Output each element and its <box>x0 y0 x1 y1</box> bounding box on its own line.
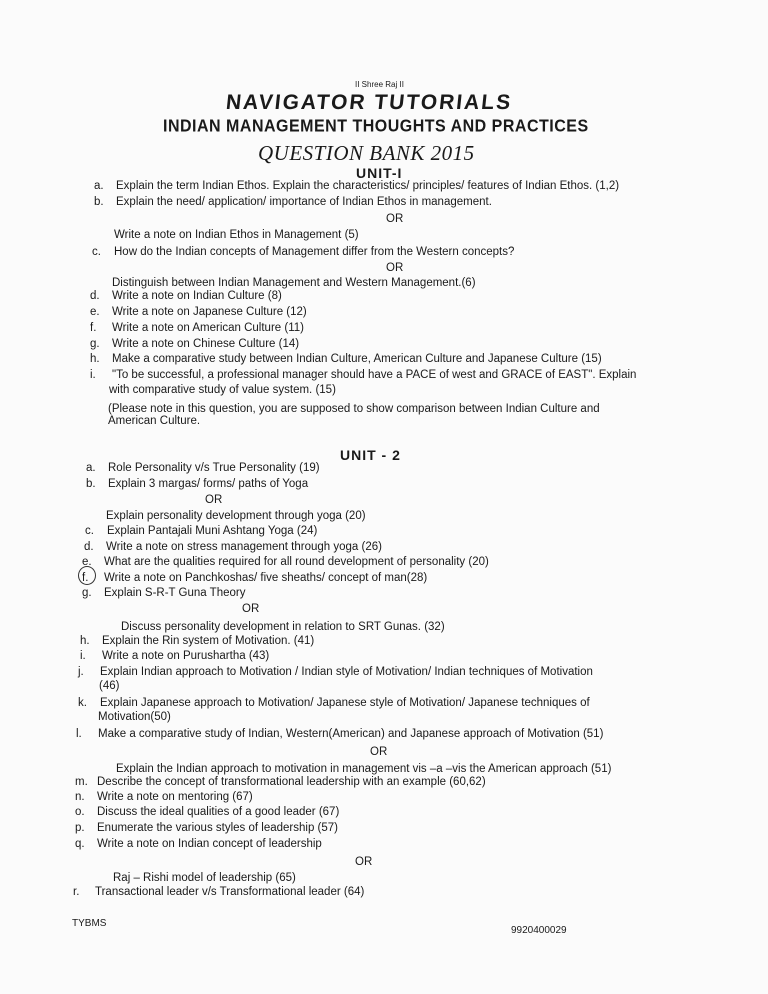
document-title: QUESTION BANK 2015 <box>258 141 475 165</box>
subject-title: INDIAN MANAGEMENT THOUGHTS AND PRACTICES <box>163 116 589 136</box>
or-separator: OR <box>386 262 404 274</box>
question-1f: f. Write a note on American Culture (11) <box>90 322 304 334</box>
question-2d: d. Write a note on stress management through yoga (26) <box>84 541 382 553</box>
question-2o: o. Discuss the ideal qualities of a good leader (67) <box>75 806 340 818</box>
footer-phone: 9920400029 <box>511 925 567 936</box>
question-2i: i. Write a note on Purushartha (43) <box>80 650 270 662</box>
question-2l: l. Make a comparative study of Indian, Western(American) and Japanese approach of Motivation (51) <box>76 728 604 740</box>
question-1i-note: (Please note in this question, you are supposed to show comparison between Indian Culture and <box>108 403 600 415</box>
question-1i-cont: with comparative study of value system. (15) <box>109 384 336 396</box>
question-2b: b. Explain 3 margas/ forms/ paths of Yoga <box>86 478 309 490</box>
question-2q-alt: Raj – Rishi model of leadership (65) <box>113 872 296 884</box>
question-2r: r. Transactional leader v/s Transformational leader (64) <box>73 886 365 898</box>
question-2n: n. Write a note on mentoring (67) <box>75 791 253 803</box>
unit2-heading: UNIT - 2 <box>340 447 401 463</box>
question-2k-cont: Motivation(50) <box>98 711 171 723</box>
question-2l-alt: Explain the Indian approach to motivation in management vis –a –vis the American approach (51) <box>116 763 612 775</box>
or-separator: OR <box>355 856 373 868</box>
or-separator: OR <box>370 746 388 758</box>
question-1i-note-cont: American Culture. <box>108 415 201 427</box>
question-1a: a. Explain the term Indian Ethos. Explain the characteristics/ principles/ features of Indian Ethos. (1,2) <box>94 180 620 192</box>
or-separator: OR <box>386 213 404 225</box>
question-1b-alt: Write a note on Indian Ethos in Management (5) <box>114 229 359 241</box>
or-separator: OR <box>205 494 223 506</box>
question-2a: a. Role Personality v/s True Personality (19) <box>86 462 320 474</box>
question-1c-alt: Distinguish between Indian Management and Western Management.(6) <box>112 277 476 289</box>
question-1d: d. Write a note on Indian Culture (8) <box>90 290 282 302</box>
question-2p: p. Enumerate the various styles of leadership (57) <box>75 822 338 834</box>
question-2f: f. Write a note on Panchkoshas/ five sheaths/ concept of man(28) <box>82 572 428 584</box>
question-1e: e. Write a note on Japanese Culture (12) <box>90 306 307 318</box>
unit1-heading: UNIT-I <box>356 165 403 181</box>
question-1c: c. How do the Indian concepts of Management differ from the Western concepts? <box>92 246 515 258</box>
question-2c: c. Explain Pantajali Muni Ashtang Yoga (24) <box>85 525 318 537</box>
question-1h: h. Make a comparative study between Indian Culture, American Culture and Japanese Culture (15) <box>90 353 602 365</box>
question-2g: g. Explain S-R-T Guna Theory <box>82 587 246 599</box>
question-1i: i. "To be successful, a professional manager should have a PACE of west and GRACE of EAST". Explain <box>90 369 637 381</box>
question-2m: m. Describe the concept of transformational leadership with an example (60,62) <box>75 776 486 788</box>
question-2e: e. What are the qualities required for all round development of personality (20) <box>82 556 489 568</box>
or-separator: OR <box>242 603 260 615</box>
question-2j-cont: (46) <box>99 680 120 692</box>
question-2k: k. Explain Japanese approach to Motivation/ Japanese style of Motivation/ Japanese techniques of <box>78 697 590 709</box>
question-1b: b. Explain the need/ application/ importance of Indian Ethos in management. <box>94 196 492 208</box>
institute-name: NAVIGATOR TUTORIALS <box>224 91 514 114</box>
question-2q: q. Write a note on Indian concept of leadership <box>75 838 322 850</box>
question-2b-alt: Explain personality development through yoga (20) <box>106 510 366 522</box>
shree-line: II Shree Raj II <box>355 80 404 89</box>
question-2g-alt: Discuss personality development in relation to SRT Gunas. (32) <box>121 621 445 633</box>
question-1g: g. Write a note on Chinese Culture (14) <box>90 338 300 350</box>
question-2h: h. Explain the Rin system of Motivation. (41) <box>80 635 315 647</box>
footer-course: TYBMS <box>72 918 107 929</box>
question-2j: j. Explain Indian approach to Motivation / Indian style of Motivation/ Indian techniques of Motivation <box>78 666 593 678</box>
